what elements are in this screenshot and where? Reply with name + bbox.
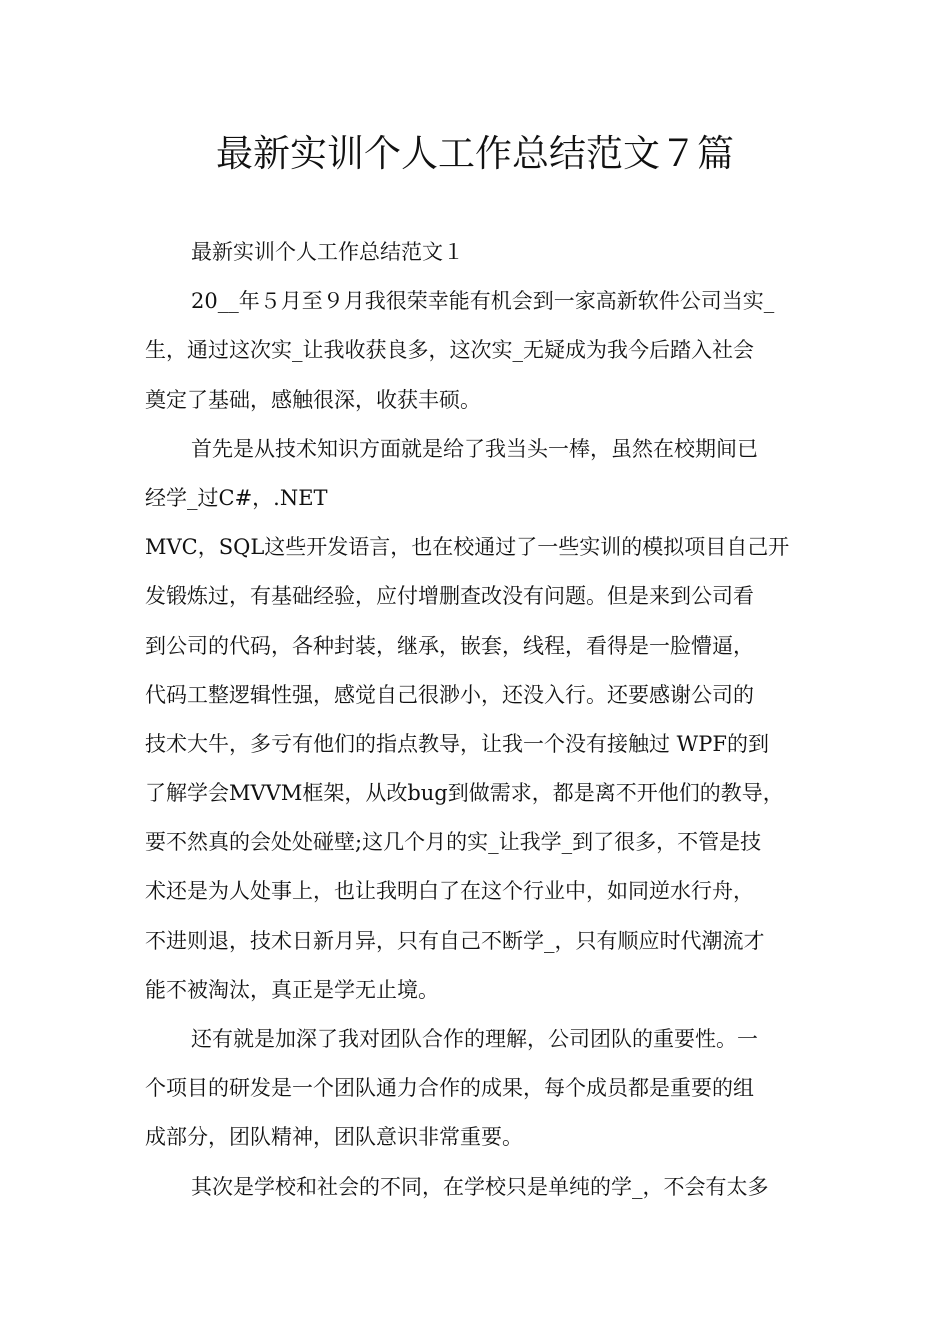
body-line: 到公司的代码，各种封装，继承，嵌套，线程，看得是一脸懵逼， xyxy=(145,633,754,658)
body-line: MVC，SQL这些开发语言，也在校通过了一些实训的模拟项目自己开 xyxy=(145,535,790,560)
body-line: 成部分，团队精神，团队意识非常重要。 xyxy=(145,1125,523,1150)
body-line: 还有就是加深了我对团队合作的理解，公司团队的重要性。一 xyxy=(191,1027,758,1051)
body-line: 奠定了基础，感触很深，收获丰硕。 xyxy=(145,387,481,412)
body-line: 经学_过C#，.NET xyxy=(145,485,328,510)
body-line: 其次是学校和社会的不同，在学校只是单纯的学_，不会有太多 xyxy=(191,1174,769,1199)
document-body xyxy=(145,228,810,1212)
body-line: 了解学会MVVM框架，从改bug到做需求，都是离不开他们的教导， xyxy=(145,781,784,806)
body-line: 要不然真的会处处碰壁;这几个月的实_让我学_到了很多，不管是技 xyxy=(145,830,762,855)
body-line: 能不被淘汰，真正是学无止境。 xyxy=(145,977,439,1002)
body-line: 术还是为人处事上，也让我明白了在这个行业中，如同逆水行舟， xyxy=(145,879,754,904)
body-line: 首先是从技术知识方面就是给了我当头一棒，虽然在校期间已 xyxy=(191,436,758,461)
body-line: 生，通过这次实_让我收获良多，这次实_无疑成为我今后踏入社会 xyxy=(145,338,754,363)
document-title: 最新实训个人工作总结范文７篇 xyxy=(216,132,734,175)
body-line: 20__年５月至９月我很荣幸能有机会到一家高新软件公司当实_ xyxy=(191,289,775,314)
body-line: 代码工整逻辑性强，感觉自己很渺小，还没入行。还要感谢公司的 xyxy=(145,682,754,707)
body-line: 不进则退，技术日新月异，只有自己不断学_，只有顺应时代潮流才 xyxy=(145,928,765,953)
body-line: 个项目的研发是一个团队通力合作的成果，每个成员都是重要的组 xyxy=(145,1076,754,1101)
body-line: 发锻炼过，有基础经验，应付增删查改没有问题。但是来到公司看 xyxy=(145,584,754,609)
body-line: 技术大牛，多亏有他们的指点教导，让我一个没有接触过 WPF的到 xyxy=(145,731,769,756)
body-line: 最新实训个人工作总结范文１ xyxy=(191,240,464,264)
